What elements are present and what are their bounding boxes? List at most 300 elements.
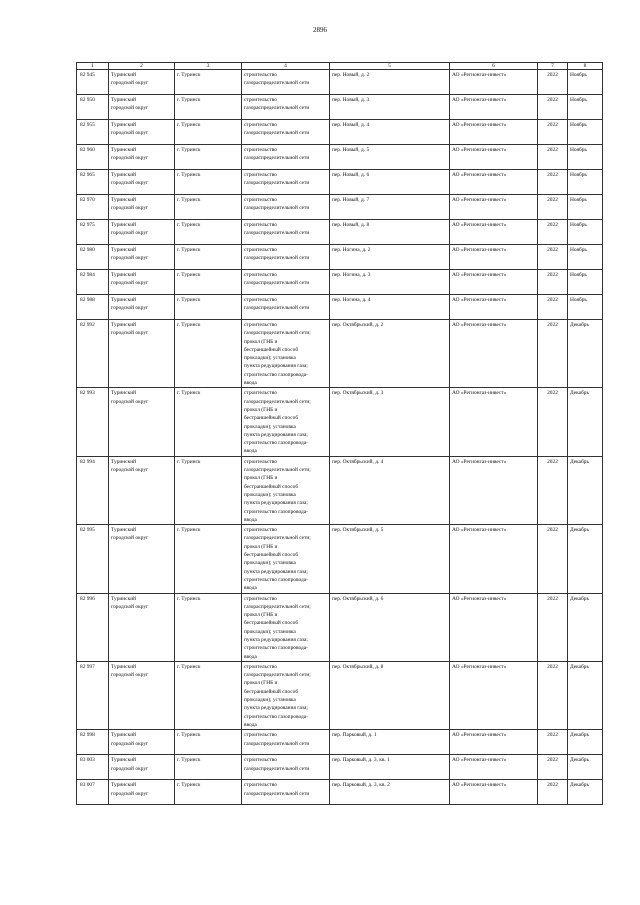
year-cell [538,320,568,388]
locality-text: г. Туринск [177,297,201,303]
year-cell [538,295,568,320]
district-text: Туринский городской округ [111,222,149,237]
district-text: Туринский городской округ [111,732,149,747]
month-cell [568,755,603,780]
address-cell [330,661,450,729]
district-cell [109,170,175,195]
month-text: Ноябрь [570,222,587,228]
district-cell [109,755,175,780]
work-description-cell [242,245,330,270]
address-cell [330,120,450,145]
year-text: 2022 [547,97,558,103]
organization-text: АО «Регионгаз-инвест» [452,72,507,78]
object-id-text: 82 994 [80,458,95,465]
object-id-cell [77,245,109,270]
object-id-text: 82 997 [80,663,95,670]
object-id-text: 82 980 [80,247,95,253]
table-row [77,295,603,320]
object-id-cell [77,456,109,524]
address-text: пер. Новый, д. 4 [332,122,370,128]
table-row [77,195,603,220]
table-row [77,170,603,195]
month-cell [568,320,603,388]
organization-cell [450,295,538,320]
table-row [77,780,603,805]
gasification-table [76,62,603,805]
work-description-text: строительство газораспределительной сети; прокол (ГНБ и бестраншейный способ прокладки); установка пункта редуцирования газа; строительство газопровода- ввода [244,390,311,455]
object-id-cell [77,755,109,780]
address-text: пер. Октябрьский, д. 2 [332,322,384,328]
address-cell [330,170,450,195]
organization-cell [450,755,538,780]
year-cell [538,730,568,755]
locality-text: г. Туринск [177,595,201,602]
organization-cell [450,456,538,524]
year-text: 2022 [547,172,558,178]
organization-cell [450,195,538,220]
table-row [77,245,603,270]
object-id-text: 82 945 [80,72,95,78]
locality-text: г. Туринск [177,122,201,128]
locality-text: г. Туринск [177,663,201,670]
address-cell [330,525,450,593]
object-id-cell [77,170,109,195]
year-text: 2022 [547,272,558,278]
year-text: 2022 [547,147,558,153]
locality-text: г. Туринск [177,732,201,739]
locality-cell [175,270,242,295]
column-number-5: 5 [330,63,450,70]
object-id-cell [77,220,109,245]
district-cell [109,295,175,320]
locality-text: г. Туринск [177,197,201,203]
year-text: 2022 [547,527,558,534]
month-cell [568,245,603,270]
organization-text: АО «Регионгаз-инвест» [452,297,507,303]
address-text: пер. Октябрьский, д. 6 [332,595,384,602]
year-text: 2022 [547,595,558,602]
object-id-text: 82 993 [80,390,95,397]
month-text: Ноябрь [570,97,587,103]
locality-cell [175,780,242,805]
work-description-cell [242,120,330,145]
object-id-text: 82 995 [80,527,95,534]
work-description-text: строительство газораспределительной сети; прокол (ГНБ и бестраншейный способ прокладки); установка пункта редуцирования газа; строительство газопровода- ввода [244,527,311,592]
work-description-text: строительство газораспределительной сети [244,782,310,797]
locality-text: г. Туринск [177,272,201,278]
locality-text: г. Туринск [177,458,201,465]
district-text: Туринский городской округ [111,322,149,337]
year-cell [538,220,568,245]
year-cell [538,388,568,456]
district-cell [109,220,175,245]
organization-text: АО «Регионгаз-инвест» [452,97,507,103]
table-row [77,730,603,755]
organization-cell [450,95,538,120]
locality-text: г. Туринск [177,172,201,178]
work-description-text: строительство газораспределительной сети [244,72,310,87]
organization-cell [450,245,538,270]
object-id-cell [77,145,109,170]
year-cell [538,245,568,270]
address-text: пер. Ногина, д. 3 [332,272,371,278]
year-cell [538,661,568,729]
column-number-4: 4 [242,63,330,70]
month-text: Ноябрь [570,122,587,128]
object-id-text: 82 955 [80,122,95,128]
locality-text: г. Туринск [177,147,201,153]
locality-cell [175,593,242,661]
locality-text: г. Туринск [177,322,201,328]
month-text: Ноябрь [570,147,587,153]
address-text: пер. Ногина, д. 2 [332,247,371,253]
work-description-text: строительство газораспределительной сети [244,247,310,262]
month-text: Ноябрь [570,72,587,78]
year-cell [538,456,568,524]
column-number-1: 1 [77,63,109,70]
month-cell [568,270,603,295]
locality-text: г. Туринск [177,222,201,228]
year-text: 2022 [547,297,558,303]
month-cell [568,593,603,661]
work-description-cell [242,661,330,729]
month-cell [568,145,603,170]
organization-text: АО «Регионгаз-инвест» [452,390,507,397]
work-description-text: строительство газораспределительной сети [244,272,310,287]
address-text: пер. Новый, д. 8 [332,222,370,228]
object-id-text: 82 988 [80,297,95,303]
month-cell [568,170,603,195]
month-cell [568,95,603,120]
address-text: пер. Октябрьский, д. 5 [332,527,384,534]
table-row [77,320,603,388]
district-cell [109,525,175,593]
object-id-cell [77,95,109,120]
month-text: Декабрь [570,663,589,670]
district-cell [109,320,175,388]
work-description-cell [242,70,330,95]
organization-cell [450,780,538,805]
district-cell [109,195,175,220]
locality-text: г. Туринск [177,757,201,764]
organization-cell [450,120,538,145]
organization-cell [450,388,538,456]
table-row [77,525,603,593]
locality-text: г. Туринск [177,97,201,103]
month-cell [568,220,603,245]
locality-cell [175,220,242,245]
district-cell [109,456,175,524]
work-description-text: строительство газораспределительной сети [244,297,310,312]
organization-text: АО «Регионгаз-инвест» [452,782,507,789]
locality-text: г. Туринск [177,72,201,78]
locality-cell [175,456,242,524]
district-cell [109,661,175,729]
district-cell [109,120,175,145]
district-text: Туринский городской округ [111,147,149,162]
month-cell [568,780,603,805]
object-id-text: 82 996 [80,595,95,602]
column-number-7: 7 [538,63,568,70]
locality-cell [175,120,242,145]
work-description-text: строительство газораспределительной сети [244,172,310,187]
district-text: Туринский городской округ [111,122,149,137]
locality-cell [175,195,242,220]
object-id-text: 82 950 [80,97,95,103]
locality-cell [175,95,242,120]
locality-cell [175,145,242,170]
district-cell [109,95,175,120]
month-text: Декабрь [570,322,589,328]
month-cell [568,525,603,593]
work-description-cell [242,220,330,245]
month-cell [568,195,603,220]
district-cell [109,388,175,456]
address-cell [330,320,450,388]
table-row [77,95,603,120]
work-description-text: строительство газораспределительной сети; прокол (ГНБ и бестраншейный способ прокладки); установка пункта редуцирования газа; строительство газопровода- ввода [244,595,311,660]
object-id-text: 82 984 [80,272,95,278]
year-text: 2022 [547,197,558,203]
work-description-text: строительство газораспределительной сети; прокол (ГНБ и бестраншейный способ прокладки); установка пункта редуцирования газа; строительство газопровода- ввода [244,322,311,387]
year-cell [538,120,568,145]
object-id-text: 82 960 [80,147,95,153]
month-cell [568,388,603,456]
district-cell [109,730,175,755]
address-text: пер. Парковый, д. 3, кв. 1 [332,757,390,764]
object-id-cell [77,295,109,320]
address-cell [330,295,450,320]
table-row [77,220,603,245]
locality-text: г. Туринск [177,247,201,253]
work-description-cell [242,145,330,170]
locality-cell [175,525,242,593]
locality-cell [175,755,242,780]
organization-cell [450,270,538,295]
organization-cell [450,145,538,170]
address-cell [330,388,450,456]
district-cell [109,593,175,661]
work-description-text: строительство газораспределительной сети; прокол (ГНБ и бестраншейный способ прокладки); установка пункта редуцирования газа; строительство газопровода- ввода [244,458,311,523]
district-cell [109,270,175,295]
table-row [77,270,603,295]
address-cell [330,95,450,120]
organization-text: АО «Регионгаз-инвест» [452,732,507,739]
organization-text: АО «Регионгаз-инвест» [452,247,507,253]
organization-text: АО «Регионгаз-инвест» [452,147,507,153]
work-description-cell [242,780,330,805]
year-cell [538,780,568,805]
locality-cell [175,70,242,95]
table-row [77,70,603,95]
address-text: пер. Парковый, д. 1 [332,732,377,739]
work-description-text: строительство газораспределительной сети [244,97,310,112]
address-cell [330,245,450,270]
work-description-text: строительство газораспределительной сети [244,757,310,772]
address-cell [330,755,450,780]
month-text: Декабрь [570,757,589,764]
address-cell [330,220,450,245]
year-cell [538,170,568,195]
column-number-row [77,63,603,70]
locality-text: г. Туринск [177,782,201,789]
work-description-text: строительство газораспределительной сети [244,732,310,747]
district-text: Туринский городской округ [111,97,149,112]
address-text: пер. Октябрьский, д. 8 [332,663,384,670]
locality-text: г. Туринск [177,390,201,397]
work-description-cell [242,456,330,524]
address-text: пер. Новый, д. 7 [332,197,370,203]
month-text: Декабрь [570,390,589,397]
district-text: Туринский городской округ [111,297,149,312]
address-text: пер. Парковый, д. 3, кв. 2 [332,782,390,789]
work-description-cell [242,270,330,295]
table-row [77,388,603,456]
organization-cell [450,593,538,661]
district-text: Туринский городской округ [111,72,149,87]
year-text: 2022 [547,757,558,764]
column-number-2: 2 [109,63,175,70]
month-text: Ноябрь [570,172,587,178]
address-text: пер. Октябрьский, д. 3 [332,390,384,397]
column-number-3: 3 [175,63,242,70]
district-text: Туринский городской округ [111,390,149,405]
year-cell [538,270,568,295]
locality-cell [175,320,242,388]
object-id-cell [77,661,109,729]
month-cell [568,70,603,95]
organization-cell [450,320,538,388]
work-description-cell [242,525,330,593]
year-text: 2022 [547,247,558,253]
work-description-text: строительство газораспределительной сети; прокол (ГНБ и бестраншейный способ прокладки); установка пункта редуцирования газа; строительство газопровода- ввода [244,663,311,728]
address-cell [330,593,450,661]
month-text: Ноябрь [570,272,587,278]
district-text: Туринский городской округ [111,458,149,474]
organization-text: АО «Регионгаз-инвест» [452,197,507,203]
district-text: Туринский городской округ [111,782,149,797]
district-cell [109,245,175,270]
address-cell [330,730,450,755]
work-description-cell [242,95,330,120]
object-id-text: 82 975 [80,222,95,228]
organization-text: АО «Регионгаз-инвест» [452,527,507,534]
year-cell [538,70,568,95]
address-text: пер. Октябрьский, д. 4 [332,458,384,465]
month-text: Ноябрь [570,297,587,303]
object-id-text: 83 003 [80,757,95,764]
address-text: пер. Новый, д. 5 [332,147,370,153]
organization-text: АО «Регионгаз-инвест» [452,172,507,178]
month-cell [568,120,603,145]
address-cell [330,456,450,524]
organization-text: АО «Регионгаз-инвест» [452,595,507,602]
organization-cell [450,170,538,195]
object-id-text: 82 992 [80,322,95,328]
year-text: 2022 [547,322,558,328]
table-row [77,593,603,661]
object-id-cell [77,195,109,220]
year-cell [538,195,568,220]
table-row [77,145,603,170]
address-cell [330,145,450,170]
address-text: пер. Ногина, д. 4 [332,297,371,303]
district-text: Туринский городской округ [111,757,149,772]
organization-text: АО «Регионгаз-инвест» [452,322,507,328]
work-description-cell [242,388,330,456]
organization-cell [450,70,538,95]
object-id-text: 82 998 [80,732,95,739]
table-row [77,120,603,145]
work-description-cell [242,170,330,195]
work-description-text: строительство газораспределительной сети [244,197,310,212]
year-cell [538,755,568,780]
object-id-cell [77,70,109,95]
organization-cell [450,525,538,593]
district-text: Туринский городской округ [111,172,149,187]
organization-text: АО «Регионгаз-инвест» [452,272,507,278]
work-description-cell [242,320,330,388]
month-text: Ноябрь [570,247,587,253]
year-text: 2022 [547,72,558,78]
district-cell [109,780,175,805]
year-cell [538,593,568,661]
locality-cell [175,170,242,195]
page-number: 2896 [313,26,327,34]
table-body [77,70,603,805]
object-id-text: 82 970 [80,197,95,203]
object-id-cell [77,730,109,755]
month-cell [568,661,603,729]
locality-cell [175,245,242,270]
address-text: пер. Новый, д. 6 [332,172,370,178]
district-text: Туринский городской округ [111,272,149,287]
organization-cell [450,661,538,729]
work-description-text: строительство газораспределительной сети [244,147,310,162]
locality-cell [175,730,242,755]
year-text: 2022 [547,390,558,397]
table-row [77,755,603,780]
district-cell [109,70,175,95]
object-id-cell [77,593,109,661]
object-id-cell [77,525,109,593]
year-text: 2022 [547,782,558,789]
organization-cell [450,220,538,245]
locality-text: г. Туринск [177,527,201,534]
month-cell [568,295,603,320]
district-cell [109,145,175,170]
column-number-6: 6 [450,63,538,70]
object-id-cell [77,270,109,295]
organization-text: АО «Регионгаз-инвест» [452,458,507,465]
object-id-text: 83 007 [80,782,95,789]
year-cell [538,95,568,120]
month-text: Декабрь [570,527,589,534]
work-description-text: строительство газораспределительной сети [244,122,310,137]
organization-text: АО «Регионгаз-инвест» [452,122,507,128]
object-id-cell [77,780,109,805]
month-text: Декабрь [570,458,589,465]
district-text: Туринский городской округ [111,527,149,542]
work-description-cell [242,195,330,220]
month-text: Ноябрь [570,197,587,203]
table-row [77,456,603,524]
work-description-cell [242,593,330,661]
organization-text: АО «Регионгаз-инвест» [452,757,507,764]
year-cell [538,145,568,170]
year-text: 2022 [547,222,558,228]
district-text: Туринский городской округ [111,595,149,610]
